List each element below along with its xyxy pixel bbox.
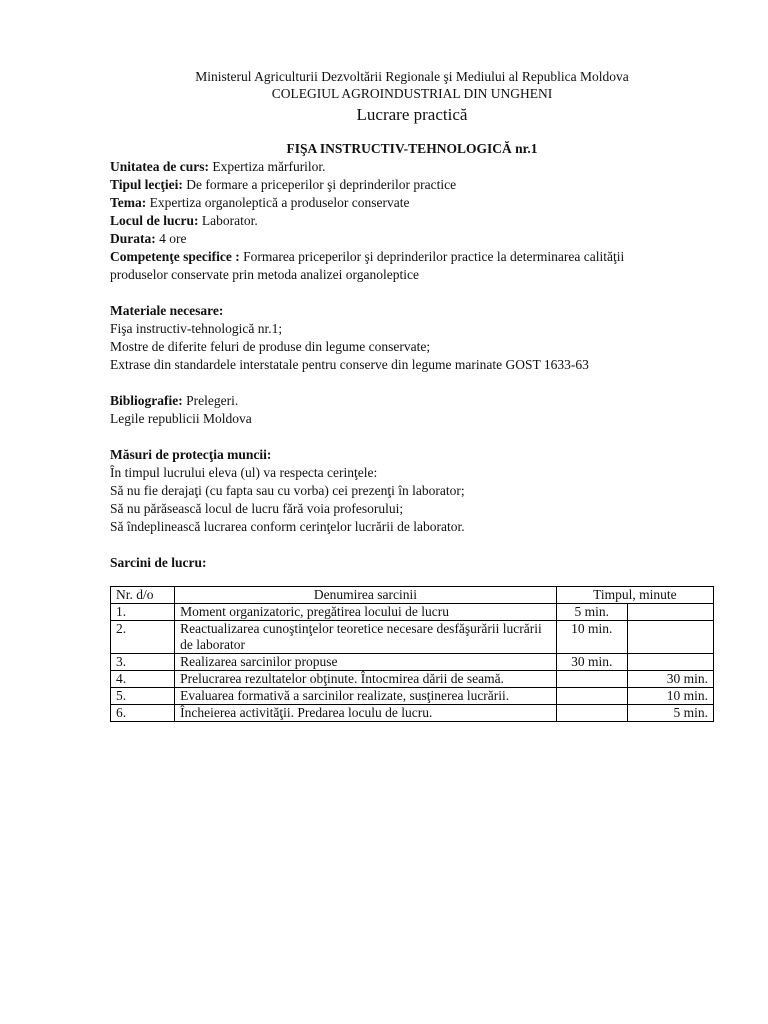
materials-heading: Materiale necesare: (110, 303, 224, 318)
header-task-name: Denumirea sarcinii (175, 587, 557, 604)
table-row (111, 654, 714, 671)
tasks-heading: Sarcini de lucru: (110, 555, 207, 570)
row-time-1 (556, 705, 627, 722)
materials-item: Mostre de diferite feluri de produse din legume conservate; (110, 339, 431, 354)
theme-line (110, 194, 714, 212)
row-time-1: 30 min. (556, 654, 627, 671)
duration-line (110, 230, 714, 248)
row-time-1 (556, 688, 627, 705)
row-time-2 (627, 621, 713, 654)
course-unit-label: Unitatea de curs: (110, 159, 209, 174)
theme-label: Tema: (110, 195, 147, 210)
course-unit-value: Expertiza mărfurilor. (208, 159, 326, 174)
theme-value: Expertiza organoleptică a produselor conservate (146, 195, 410, 210)
table-header-row (111, 587, 714, 604)
duration-value: 4 ore (155, 231, 187, 246)
ministry-heading: Ministerul Agriculturii Dezvoltării Regionale şi Mediului al Republica Moldova (195, 69, 629, 84)
competence-label: Competenţe specifice : (110, 249, 240, 264)
safety-item: Să îndeplinească lucrarea conform cerinţelor lucrării de laborator. (110, 519, 465, 534)
safety-item: În timpul lucrului eleva (ul) va respecta cerinţele: (110, 465, 378, 480)
row-nr: 6. (111, 705, 175, 722)
row-time-2: 30 min. (627, 671, 713, 688)
table-row (111, 621, 714, 654)
safety-heading: Măsuri de protecţia muncii: (110, 447, 272, 462)
sheet-title: FIŞA INSTRUCTIV-TEHNOLOGICĂ nr.1 (286, 141, 538, 156)
table-row (111, 604, 714, 621)
competence-line-2: produselor conservate prin metoda analizei organoleptice (110, 267, 420, 282)
table-row (111, 705, 714, 722)
college-heading: COLEGIUL AGROINDUSTRIAL DIN UNGHENI (271, 86, 553, 101)
row-nr: 2. (111, 621, 175, 654)
row-nr: 3. (111, 654, 175, 671)
row-task: Prelucrarea rezultatelor obţinute. Întocmirea dării de seamă. (175, 671, 557, 688)
workplace-value: Laborator. (198, 213, 258, 228)
tasks-table (110, 586, 714, 722)
bibliography-value: Prelegeri. (182, 393, 239, 408)
lesson-type-line (110, 176, 714, 194)
row-task: Evaluarea formativă a sarcinilor realizate, susţinerea lucrării. (175, 688, 557, 705)
course-unit-line (110, 158, 714, 176)
competence-value-1: Formarea priceperilor şi deprinderilor practice la determinarea calităţii (239, 249, 625, 264)
safety-item: Să nu fie derajaţi (cu fapta sau cu vorba) cei prezenţi în laborator; (110, 483, 465, 498)
row-time-1: 10 min. (556, 621, 627, 654)
row-task: Realizarea sarcinilor propuse (175, 654, 557, 671)
row-nr: 5. (111, 688, 175, 705)
bibliography-label: Bibliografie: (110, 393, 183, 408)
lesson-type-label: Tipul lecţiei: (110, 177, 183, 192)
bibliography-line-2: Legile republicii Moldova (110, 411, 252, 426)
row-task: Moment organizatoric, pregătirea locului de lucru (175, 604, 557, 621)
table-row (111, 671, 714, 688)
table-row (111, 688, 714, 705)
row-nr: 1. (111, 604, 175, 621)
row-time-1: 5 min. (556, 604, 627, 621)
row-task: Încheierea activităţii. Predarea loculu de lucru. (175, 705, 557, 722)
document-page (110, 68, 714, 722)
workplace-label: Locul de lucru: (110, 213, 199, 228)
row-time-2: 10 min. (627, 688, 713, 705)
competence-line (110, 248, 714, 266)
header-nr: Nr. d/o (111, 587, 175, 604)
row-time-2 (627, 654, 713, 671)
row-time-1 (556, 671, 627, 688)
bibliography-line (110, 392, 714, 410)
workplace-line (110, 212, 714, 230)
lesson-type-value: De formare a priceperilor şi deprinderilor practice (182, 177, 457, 192)
materials-item: Fişa instructiv-tehnologică nr.1; (110, 321, 283, 336)
document-title: Lucrare practică (356, 105, 468, 124)
row-time-2: 5 min. (627, 705, 713, 722)
row-nr: 4. (111, 671, 175, 688)
materials-item: Extrase din standardele interstatale pentru conserve din legume marinate GOST 1633-63 (110, 357, 589, 372)
safety-item: Să nu părăsească locul de lucru fără voia profesorului; (110, 501, 404, 516)
row-task: Reactualizarea cunoştinţelor teoretice necesare desfăşurării lucrării de laborator (175, 621, 557, 654)
duration-label: Durata: (110, 231, 156, 246)
row-time-2 (627, 604, 713, 621)
header-time: Timpul, minute (556, 587, 713, 604)
